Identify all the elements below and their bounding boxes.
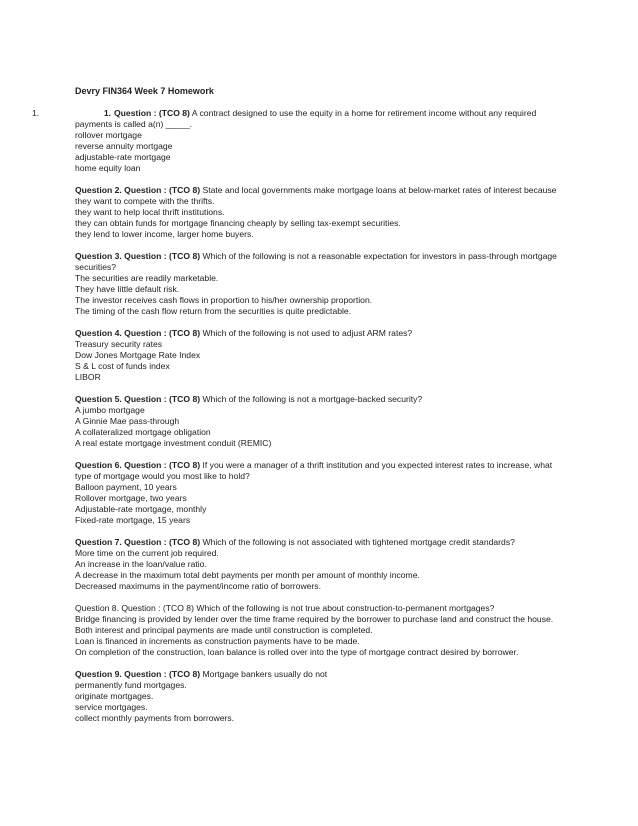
answer-option: rollover mortgage <box>75 130 142 140</box>
answer-option: On completion of the construction, loan balance is rolled over into the type of mortgage contract desired by borrower. <box>75 647 519 657</box>
list-number: 1. <box>32 108 40 118</box>
answer-option: LIBOR <box>75 372 101 382</box>
answer-option: they lend to lower income, larger home buyers. <box>75 229 254 239</box>
question-block <box>75 328 565 383</box>
question-block <box>75 537 565 592</box>
answer-option: A real estate mortgage investment conduit (REMIC) <box>75 438 272 448</box>
question-prompt: Which of the following is not a mortgage-backed security? <box>202 394 423 404</box>
question-prompt: Which of the following is not used to adjust ARM rates? <box>202 328 413 338</box>
answer-option: Balloon payment, 10 years <box>75 482 177 492</box>
question-label: Question 3. Question : (TCO 8) <box>75 251 201 261</box>
answer-option: S & L cost of funds index <box>75 361 170 371</box>
question-text <box>32 108 565 130</box>
question-block <box>32 108 565 174</box>
question-prompt: Which of the following is not true about construction-to-permanent mortgages? <box>196 603 495 613</box>
answer-option: Dow Jones Mortgage Rate Index <box>75 350 201 360</box>
answer-option: More time on the current job required. <box>75 548 219 558</box>
answer-option: originate mortgages. <box>75 691 154 701</box>
question-text <box>75 537 565 548</box>
question-list <box>32 108 565 735</box>
question-label: Question 5. Question : (TCO 8) <box>75 394 201 404</box>
question-text <box>75 460 565 482</box>
answer-option: reverse annuity mortgage <box>75 141 173 151</box>
answer-option: They have little default risk. <box>75 284 180 294</box>
question-text <box>75 669 565 680</box>
question-block <box>75 251 565 317</box>
question-label: Question 2. Question : (TCO 8) <box>75 185 201 195</box>
question-block <box>75 185 565 240</box>
answer-option: permanently fund mortgages. <box>75 680 187 690</box>
question-label: Question : (TCO 8) <box>114 108 190 118</box>
question-prompt: Mortgage bankers usually do not <box>202 669 328 679</box>
answer-option: service mortgages. <box>75 702 148 712</box>
question-text <box>75 251 565 273</box>
answer-option: home equity loan <box>75 163 141 173</box>
answer-option: adjustable-rate mortgage <box>75 152 171 162</box>
question-label: Question 7. Question : (TCO 8) <box>75 537 201 547</box>
question-text <box>75 394 565 405</box>
answer-option: Bridge financing is provided by lender over the time frame required by the borrower to purchase land and construct the house. <box>75 614 554 624</box>
question-text <box>75 603 565 614</box>
answer-option: A Ginnie Mae pass-through <box>75 416 180 426</box>
answer-option: A jumbo mortgage <box>75 405 145 415</box>
document-title: Devry FIN364 Week 7 Homework <box>75 86 214 96</box>
answer-option: The investor receives cash flows in proportion to his/her ownership proportion. <box>75 295 373 305</box>
question-label: Question 8. Question : (TCO 8) <box>75 603 194 613</box>
question-block <box>75 669 565 724</box>
answer-option: Decreased maximums in the payment/income ratio of borrowers. <box>75 581 321 591</box>
answer-option: they want to compete with the thrifts. <box>75 196 215 206</box>
answer-option: A decrease in the maximum total debt payments per month per amount of monthly income. <box>75 570 420 580</box>
answer-option: collect monthly payments from borrowers. <box>75 713 235 723</box>
answer-option: Both interest and principal payments are made until construction is completed. <box>75 625 373 635</box>
answer-option: An increase in the loan/value ratio. <box>75 559 207 569</box>
question-prompt: Which of the following is not associated with tightened mortgage credit standards? <box>202 537 515 547</box>
answer-option: A collateralized mortgage obligation <box>75 427 211 437</box>
question-prompt: A contract designed to use the equity in a home for retirement income without any required payments is called a(n) _____. <box>75 108 537 129</box>
answer-option: they want to help local thrift institutions. <box>75 207 225 217</box>
inline-number: 1. <box>103 108 111 118</box>
question-text <box>75 328 565 339</box>
question-text <box>75 185 565 196</box>
answer-option: Rollover mortgage, two years <box>75 493 187 503</box>
answer-option: The securities are readily marketable. <box>75 273 219 283</box>
question-prompt: Which of the following is not a reasonable expectation for investors in pass-through mortgage securities? <box>75 251 557 272</box>
answer-option: they can obtain funds for mortgage financing cheaply by selling tax-exempt securities. <box>75 218 401 228</box>
question-block <box>75 603 565 658</box>
answer-option: Adjustable-rate mortgage, monthly <box>75 504 207 514</box>
answer-option: Treasury security rates <box>75 339 163 349</box>
question-label: Question 6. Question : (TCO 8) <box>75 460 201 470</box>
question-prompt: State and local governments make mortgage loans at below-market rates of interest because <box>202 185 557 195</box>
question-block <box>75 394 565 449</box>
question-prompt: If you were a manager of a thrift institution and you expected interest rates to increase, what type of mortgage would you most like to hold? <box>75 460 553 481</box>
answer-option: Fixed-rate mortgage, 15 years <box>75 515 191 525</box>
question-label: Question 9. Question : (TCO 8) <box>75 669 201 679</box>
answer-option: Loan is financed in increments as construction payments have to be made. <box>75 636 360 646</box>
answer-option: The timing of the cash flow return from the securities is quite predictable. <box>75 306 352 316</box>
question-block <box>75 460 565 526</box>
question-label: Question 4. Question : (TCO 8) <box>75 328 201 338</box>
